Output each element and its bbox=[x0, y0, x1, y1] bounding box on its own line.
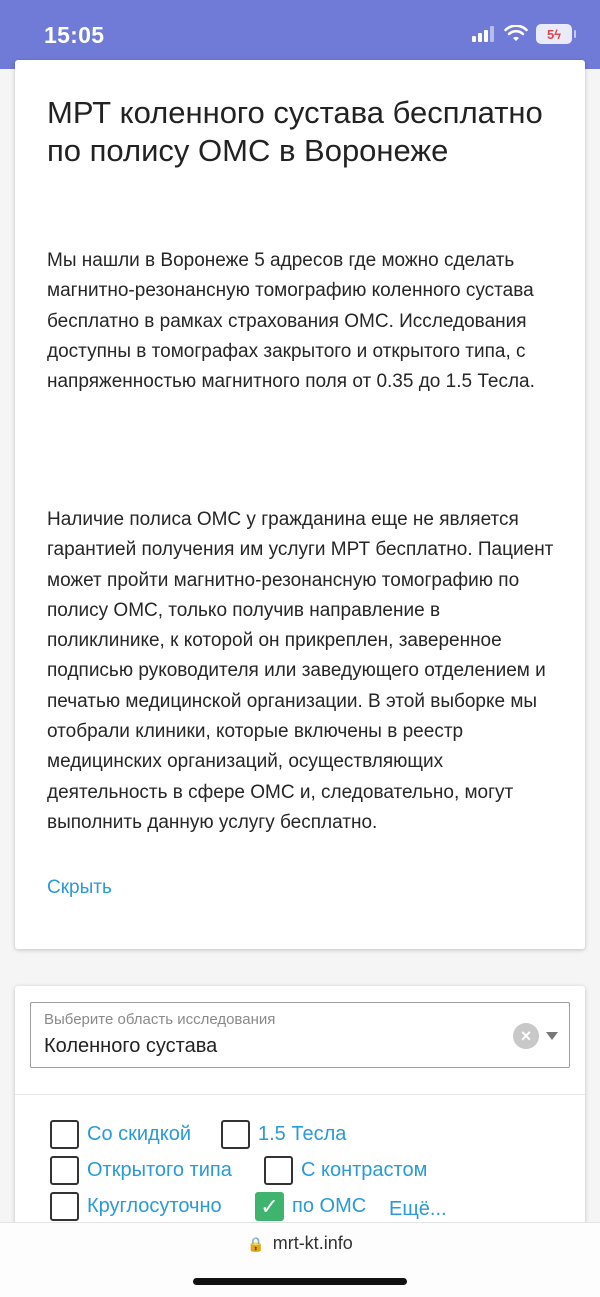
url-display[interactable] bbox=[0, 1233, 600, 1254]
checkbox-label[interactable]: Круглосуточно bbox=[87, 1195, 222, 1217]
battery-icon bbox=[536, 24, 572, 44]
lock-icon: 🔒 bbox=[247, 1236, 265, 1252]
page-title: МРТ коленного сустава бесплатно по полису ОМС в Воронеже bbox=[47, 95, 543, 168]
status-time: 15:05 bbox=[44, 22, 105, 48]
checkbox-1-5-tesla[interactable] bbox=[221, 1120, 346, 1149]
status-icons bbox=[472, 24, 572, 44]
oms-info-paragraph: Наличие полиса ОМС у гражданина еще не является гарантией получения им услуги МРТ бесплатно. Пациент может пройти магнитно-резонансную томографию по полису ОМС, только получив направление в поликлинике, к которой он прикреплен, заверенное подписью руководителя или заведующего отделением и печатью медицинской организации. В этой выборке мы отобрали клиники, которые включены в реестр медицинских организаций, осуществляющих деятельность в сфере ОМС и, следовательно, могут выполнить данную услугу бесплатно. bbox=[47, 509, 554, 833]
battery-level: 5 bbox=[546, 26, 555, 42]
checkbox-label[interactable]: по ОМС bbox=[292, 1195, 367, 1217]
dropdown-arrow-icon[interactable] bbox=[546, 1032, 558, 1040]
checkbox-box[interactable] bbox=[50, 1192, 79, 1221]
home-indicator[interactable] bbox=[193, 1278, 407, 1285]
select-label: Выберите область исследования bbox=[44, 1011, 276, 1028]
checkbox-label[interactable]: Со скидкой bbox=[87, 1123, 191, 1145]
checkbox-label[interactable]: 1.5 Тесла bbox=[258, 1123, 347, 1145]
checkbox-box[interactable] bbox=[50, 1120, 79, 1149]
cellular-signal-icon bbox=[472, 26, 496, 42]
browser-address-bar bbox=[0, 1222, 600, 1297]
checkbox-label[interactable]: С контрастом bbox=[301, 1159, 428, 1181]
status-bar bbox=[0, 0, 600, 69]
clear-icon[interactable]: × bbox=[513, 1023, 539, 1049]
checkbox-box-checked[interactable] bbox=[255, 1192, 284, 1221]
checkbox-box[interactable] bbox=[221, 1120, 250, 1149]
more-filters-link[interactable]: Ещё... bbox=[389, 1198, 447, 1220]
checkbox-box[interactable] bbox=[264, 1156, 293, 1185]
checkbox-open-type[interactable] bbox=[50, 1156, 232, 1185]
intro-card bbox=[15, 60, 585, 949]
checkbox-discount[interactable] bbox=[50, 1120, 191, 1149]
checkbox-box[interactable] bbox=[50, 1156, 79, 1185]
checkbox-contrast[interactable] bbox=[264, 1156, 427, 1185]
url-text[interactable]: mrt-kt.info bbox=[272, 1233, 353, 1253]
checkbox-label[interactable]: Открытого типа bbox=[87, 1159, 232, 1181]
wifi-icon bbox=[504, 25, 528, 43]
study-area-select[interactable] bbox=[30, 1002, 570, 1068]
divider bbox=[15, 1094, 585, 1095]
checkbox-24h[interactable] bbox=[50, 1192, 222, 1221]
charging-icon: ϟ bbox=[554, 26, 562, 42]
checkmark-icon: ✓ bbox=[260, 1193, 279, 1219]
intro-paragraph: Мы нашли в Воронеже 5 адресов где можно сделать магнитно-резонансную томографию коленного сустава бесплатно в рамках страхования ОМС. Исследования доступны в томографах закрытого и открытого типа, с напряженностью магнитного поля от 0.35 до 1.5 Тесла. bbox=[47, 250, 535, 393]
select-value: Коленного сустава bbox=[44, 1035, 218, 1057]
hide-link[interactable]: Скрыть bbox=[47, 877, 112, 898]
checkbox-oms[interactable] bbox=[255, 1192, 366, 1221]
